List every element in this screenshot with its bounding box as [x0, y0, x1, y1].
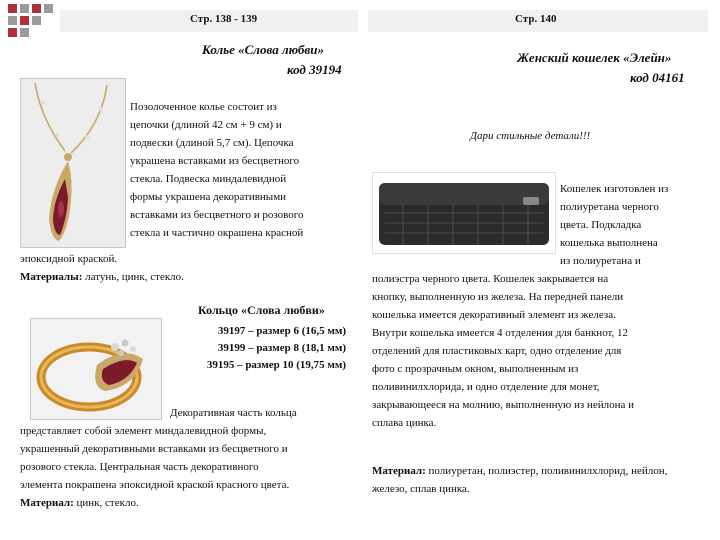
necklace-materials-label: Материалы:	[20, 271, 83, 283]
left-page-label: Стр. 138 - 139	[190, 13, 258, 25]
wallet-material-value: полиуретан, полиэстер, поливинилхлорид, нейлон, железо, сплав цинка.	[372, 465, 668, 495]
necklace-description-last-line: эпоксидной краской.	[20, 253, 118, 265]
wallet-description-line: отделений для пластиковых карт, одно отделение для	[372, 345, 622, 357]
ring-size-item: 39195 – размер 10 (19,75 мм)	[206, 359, 346, 371]
necklace-description-line: Позолоченное колье состоит из	[130, 101, 277, 113]
ring-material	[20, 494, 360, 512]
wallet-description-line: кошелька имеется декоративный элемент из железа.	[372, 309, 616, 321]
necklace-code: код 39194	[287, 62, 342, 77]
ring-photo	[30, 318, 162, 420]
ring-title: Кольцо «Слова любви»	[198, 303, 325, 317]
ring-description-line: представляет собой элемент миндалевидной формы,	[20, 425, 267, 437]
necklace-description-line: вставками из бесцветного и розового	[130, 209, 304, 221]
necklace-description	[130, 98, 360, 242]
wallet-description-line: из полиуретана и	[560, 255, 641, 267]
ring-material-label: Материал:	[20, 497, 74, 509]
right-page-label: Стр. 140	[515, 13, 557, 25]
wallet-description-line: кошелька выполнена	[560, 237, 658, 249]
wallet-slogan: Дари стильные детали!!!	[470, 130, 591, 142]
ring-description-first-line: Декоративная часть кольца	[170, 407, 297, 419]
ring-description-line: украшенный декоративными вставками из бесцветного и	[20, 443, 288, 455]
wallet-description-line: закрывающееся на молнию, выполненную из нейлона и	[372, 399, 634, 411]
wallet-description-line: фото с прозрачным окном, выполненным из	[372, 363, 579, 375]
ring-material-value: цинк, стекло.	[73, 497, 139, 509]
necklace-photo	[20, 78, 126, 248]
wallet-description-top	[560, 180, 710, 270]
wallet-description	[372, 270, 712, 432]
wallet-description-line: полиэстра черного цвета. Кошелек закрывается на	[372, 273, 609, 285]
ring-description-line: розового стекла. Центральная часть декоративного	[20, 461, 259, 473]
necklace-title: Колье «Слова любви»	[202, 42, 324, 57]
wallet-description-line: полиуретана черного	[560, 201, 659, 213]
wallet-title: Женский кошелек «Элейн»	[517, 50, 672, 65]
wallet-description-line: Кошелек изготовлен из	[560, 183, 669, 195]
wallet-description-line: Внутри кошелька имеется 4 отделения для банкнот, 12	[372, 327, 629, 339]
ring-sizes	[170, 323, 346, 374]
necklace-description-line: украшена вставками из бесцветного	[130, 155, 300, 167]
wallet-material-label: Материал:	[372, 465, 426, 477]
necklace-description-line: стекла и частично окрашена красной	[130, 227, 304, 239]
necklace-materials	[20, 268, 184, 286]
wallet-description-line: кнопку, выполненную из железа. На передней панели	[372, 291, 624, 303]
ring-size-item: 39199 – размер 8 (18,1 мм)	[217, 342, 346, 354]
decorative-squares	[0, 0, 60, 40]
wallet-material	[372, 462, 692, 498]
wallet-description-line: цвета. Подкладка	[560, 219, 642, 231]
wallet-description-line: поливинилхлорида, и одно отделение для монет,	[372, 381, 600, 393]
necklace-description-line: формы украшена декоративными	[130, 191, 287, 203]
ring-description	[20, 422, 360, 512]
wallet-photo	[372, 172, 556, 254]
necklace-materials-value: латунь, цинк, стекло.	[82, 271, 184, 283]
necklace-description-line: стекла. Подвеска миндалевидной	[130, 173, 287, 185]
necklace-description-line: подвески (длиной 5,7 см). Цепочка	[130, 137, 294, 149]
wallet-description-line: сплава цинка.	[372, 417, 437, 429]
ring-description-line: элемента покрашена эпоксидной краской красного цвета.	[20, 479, 290, 491]
ring-size-item: 39197 – размер 6 (16,5 мм)	[217, 325, 346, 337]
wallet-code: код 04161	[630, 70, 685, 85]
necklace-description-line: цепочки (длиной 42 см + 9 см) и	[130, 119, 282, 131]
